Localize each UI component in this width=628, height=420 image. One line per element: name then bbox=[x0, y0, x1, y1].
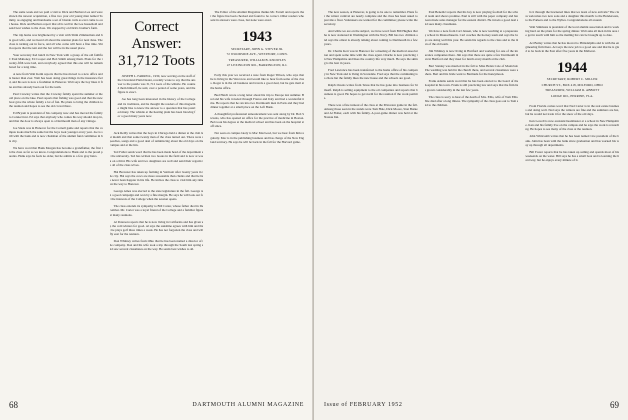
body-paragraph: Your secretary had lunch in New York with a group of the old faithful: Paul Mahoney, Ed Cooper and Bob Smith among them. Plans for the twenty-fifth were laid, and everybody agreed that this one will be remembered for a long time. bbox=[9, 52, 103, 70]
body-paragraph: Art Bailey writes that he has moved to Philadelphia and is with the engineering firm there. Art says the new job is a good one and that he is glad to be back in the East after five years in the Midwest. bbox=[525, 40, 620, 53]
class-officer-line: CHURCH ST., BOX 418, MILFORD, OHIO bbox=[541, 82, 603, 87]
body-paragraph: Hal Brewster has taken up farming in Vermont after twenty years in the city. Hal says the cows are more reasonable than clients and that he has never been happier in his life. He invites the class to visit him any time on the way to Hanover. bbox=[109, 169, 204, 186]
class-officer-line: TREASURER, WILLIAM B. KNOWLES bbox=[228, 57, 286, 62]
class-year: 1943 bbox=[242, 29, 273, 46]
body-paragraph: Fred Lawrence has been transferred to the home office of his company in New York and is living in Scarsdale. Fred says that the commuting is a chore but the family likes the new house and the schools are good. bbox=[324, 68, 418, 81]
body-paragraph: A thoughtful professional announcement was sent along by Dr. Bob Stevens, who has opened an office for the practice of medicine in Boston. Bob took his degree at the medical school and has been on the hospital staff since. bbox=[210, 112, 305, 129]
class-officer-line: 72 WOODSIDE AVE., WESTPORT, CONN. bbox=[226, 52, 288, 57]
body-paragraph: George Ames was elected to the state legislature in the fall. George ran a good campaign and won by a fine margin. He says he will look out for the interests of the College when the session opens. bbox=[109, 189, 204, 202]
body-paragraph: Bill Foster reports that he has taken up sailing and spends most of his weekends on the water. Bill says he has a small boat and is learning the hard way, but he enjoys every minute of it. bbox=[525, 149, 620, 162]
right-footer bbox=[324, 399, 619, 411]
class-officer-line: SECRETARY, ROBERT C. MILLER bbox=[546, 77, 598, 82]
body-paragraph: Al Peterson reports that he is now living in California and has given up the cold winters for good. Al says the sunshine agrees with him and that he plays golf three times a week. He has not forgotten the class and will fly east for the reunion. bbox=[109, 219, 204, 236]
body-paragraph: We have word that Hank Morgan has become a grandfather, the first in the class as far as we know. Congratulations to Hank and to the proud parents. Hank says he feels no older, but he admits to a few gray hairs. bbox=[9, 145, 103, 158]
running-head-left: DARTMOUTH ALUMNI MAGAZINE bbox=[192, 402, 304, 408]
body-paragraph: From Florida comes word that Ned Carter is in the real estate business and doing well. Ned says the winters are fine and the summers are hot, but he would not trade it for the snow of the old days. bbox=[525, 103, 620, 117]
left-column-2 bbox=[110, 10, 204, 390]
body-paragraph: The trip home was brightened by a visit with Shim Zimmerman and his good wife, and we heard all about the reunion plans for next June. The class is turning out in force, and all who come will have a fine time. Shim reports that the tent and the bar will be in the usual place. bbox=[9, 33, 103, 50]
boxed-feature bbox=[110, 12, 204, 125]
left-columns bbox=[9, 10, 304, 390]
body-paragraph: The class extends its sympathy to Bill Carter, whose father died in December. Mr. Carter was a loyal friend of the College and a familiar figure at many reunions. bbox=[109, 204, 204, 217]
left-column-3 bbox=[210, 10, 304, 390]
boxed-feature-paragraph: Joe has long been interested in the history of the College and its traditions, and he thought the readers of this magazine might like to know the answer to a question that has puzzled many. The whistle at the heating plant has been blowing for a good many years now. bbox=[117, 97, 196, 118]
page-number-left: 68 bbox=[9, 400, 18, 410]
class-officer-line: LODGE RD., PERRINE, FLA. bbox=[550, 93, 594, 98]
left-column-1 bbox=[9, 10, 103, 390]
body-paragraph: The new season, at Hanover, is going to be one to remember. Plans for the winter carnival are nearly complete and the class has been asked to provide a float. Volunteers are wanted for the committee; please write the secretary. bbox=[324, 10, 418, 27]
body-paragraph: Jack Reilly writes that the boys in Chicago held a dinner at the club last month and that some twenty men of the class turned out. There were speeches, songs and a good deal of reminiscing about the old days on the campus and at the Inn. bbox=[109, 130, 204, 148]
body-paragraph: John Whitcomb writes that he has been named vice president of the bank. John has been with the bank since graduation and has worked his way up through all departments. bbox=[525, 134, 620, 147]
body-paragraph: Walt Simmons is president of the local alumni association and is working hard on the plans for the spring dinner. Walt asks all men in his area to get in touch with him so the mailing list can be brought up to date. bbox=[525, 25, 620, 38]
left-footer bbox=[9, 399, 304, 411]
body-paragraph: Don Whitney writes from Ohio that he has been named a director of the company. Don and his wife took a trip through the South last spring and saw several classmates on the way. He sends best wishes to all. bbox=[109, 239, 204, 252]
boxed-feature-paragraph: JOSEPH L. FARRELL, 1930, now serving on the staff of the Cleveland Plain Dealer, recently wrote to say that the answer to the puzzle was 31,712 toots of the whistle. He counted them himself, he said, over a period of some years, and the figure is exact. bbox=[117, 74, 196, 95]
body-paragraph: Ted Fuller sends word that he has been made head of the department at the university. Ted has written two books in the field and is now at work on a third. His wife and two daughters are well and send their regards to all of the class wives. bbox=[109, 150, 204, 167]
class-officer-line: TREASURER, WILLIAM R. ABBOTT bbox=[545, 88, 600, 93]
body-paragraph: Jim Whitney is now living in Hartford and working for one of the insurance companies there. Jim says that there are quite a few Dartmouth men in Hartford and they meet for lunch every month at the club. bbox=[424, 48, 519, 61]
class-heading bbox=[210, 29, 304, 67]
class-officer-line: SECRETARY, JOHN G. STEVER JR. bbox=[231, 46, 284, 51]
body-paragraph: A note from Walt Keim reports that he has moved to a new office and is busier than ever. Walt has been doing great things in the insurance field, and his son is now a freshman in Hanover. Walt says the boy likes it fine and has already been out for the team. bbox=[9, 72, 103, 89]
body-paragraph: Is it through the bracketed lines that we learn of new arrivals? The class welcomes two new sons and a daughter this month: to the Hendersons, to the Parkers and to the Wylies. Congratulations all around. bbox=[525, 10, 620, 23]
body-paragraph: And while we are on the subject, we have word from Bill Hughes that he is now stationed in Washington with the Navy. Bill has two children and says the oldest is already talking about coming to Dartmouth in a few years. bbox=[324, 29, 418, 46]
body-paragraph: Joe Slade was in Hanover for the Cornell game and reports that the campus looks much the same but the boys look younger every year. Joe is still with the bank and is now chairman of the alumni fund committee in his city. bbox=[9, 126, 103, 143]
body-paragraph: We have a note from Carl Jensen, who is now teaching at a preparatory school in Massachusetts. Carl coaches the hockey team and says the boys are doing well this year. He sends his regards to the class and to the men of the old team. bbox=[424, 29, 519, 46]
running-head-right: Issue of FEBRUARY 1952 bbox=[324, 402, 403, 408]
body-paragraph: The class is sorry to hear of the death of Mrs. Ellis, wife of Tom Ellis. She died after a long illness. The sympathy of the class goes out to Tom and to the children. bbox=[424, 94, 519, 107]
right-columns bbox=[324, 10, 619, 390]
body-paragraph: Early this year we received a note from Roger Tillson, who says that he is living in the West now and would like to hear from some of the class. Roger is in the oil business and travels a good deal, but he gets mail at the home office. bbox=[210, 73, 305, 90]
body-paragraph: Dr. Charlie Kerr was in Hanover for a meeting of the medical association and spent some time with the class agent. Charlie is now practicing in New Hampshire and likes the country life very much. He says the skiing is the best in years. bbox=[324, 48, 418, 66]
body-paragraph: Ralph Owens writes from Texas that he has gone into business for himself. Ralph is selling equipment to the oil companies and reports that business is good. He hopes to get north for the reunion if the work permits. bbox=[324, 83, 418, 100]
body-paragraph: Paul Crowley writes that the Crowley family spent the summer at the old place on the lake. Paul reports that fishing was good and that the new boat gave the whole family a lot of fun. He plans to bring the children to the reunion and hopes to see the old crowd there. bbox=[9, 91, 103, 108]
body-paragraph: Frank Adams sends word that he has been elected to the board of the hospital in his town. Frank is still practicing law and says that the firm has grown considerably in the last few years. bbox=[424, 79, 519, 92]
class-officer-line: 47 LEXINGTON RD., BARRINGTON, R.I. bbox=[226, 63, 288, 68]
page-number-right: 69 bbox=[610, 400, 619, 410]
class-year: 1944 bbox=[557, 59, 588, 76]
body-paragraph: Bud Hatch wrote a long letter about his trip to Europe last summer. Bud and his wife traveled through France and Italy and had a wonderful time. He reports that he ran into two Dartmouth men in Paris and they had dinner together at a small place on the Left Bank. bbox=[210, 92, 305, 109]
right-column-2 bbox=[425, 10, 519, 390]
body-paragraph: There was a fine turnout of the class at the Princeton game in the fall. Among those seen in the stands were Tom Hale, Dick Moore, Stan Burke and Al Fisher, each with his family. A post-game dinner was held at the Nassau Inn. bbox=[324, 102, 418, 120]
body-paragraph: Bert Stanley was married in the fall to Miss Helen Cole of Montclair. The wedding was held in the church there, and several classmates were ushers. Bert and his bride went to Bermuda for the honeymoon. bbox=[424, 64, 519, 77]
right-page bbox=[314, 0, 628, 420]
right-column-3 bbox=[525, 10, 619, 390]
boxed-feature-title: Correct Answer: 31,712 Toots bbox=[118, 19, 195, 69]
body-paragraph: The same week end we paid a visit to Dick and Barbara Lee and were shown the newest acquisition, a fine two year old young man named Tommy, as engaging and handsome a set of blonde curls as ever came to our house. Dick and Barbara report that all is well in the Lee household and send best wishes to the class. We stopped by on Dick's brother's farm. bbox=[9, 10, 103, 31]
class-heading bbox=[525, 60, 619, 98]
body-paragraph: Ed Bryant is president of his company now and has moved the family to Connecticut. Ed says that anybody who comes his way should drop in, and that the door is always open to a Dartmouth man of any vintage. bbox=[9, 110, 103, 124]
right-column-1 bbox=[324, 10, 418, 390]
body-paragraph: Ken Lowell is now assistant headmaster at a school in New Hampshire. Ken and his family live on the campus and he says the work is rewarding. He hopes to see many of the class at the reunion. bbox=[525, 119, 620, 132]
body-paragraph: Not seen on campus lately is Mac MacLeod, but we hear from him regularly. Mac is in the publishing business and has charge of the New England territory. He says he will be back in the fall for the Harvard game. bbox=[210, 131, 305, 144]
body-paragraph: Paul Benedict reports that his boy is now playing football for the school team and shows promise. Paul is still with the paper company and has been made sales manager for the eastern district. He travels a good deal and sees many classmates. bbox=[424, 10, 519, 27]
body-paragraph: The Editor of the Alumni Magazine thanks Mr. Farrell and reports that the figure has been checked and found to be correct. Other readers who sent in answers were close, but none were exact. bbox=[210, 10, 305, 23]
